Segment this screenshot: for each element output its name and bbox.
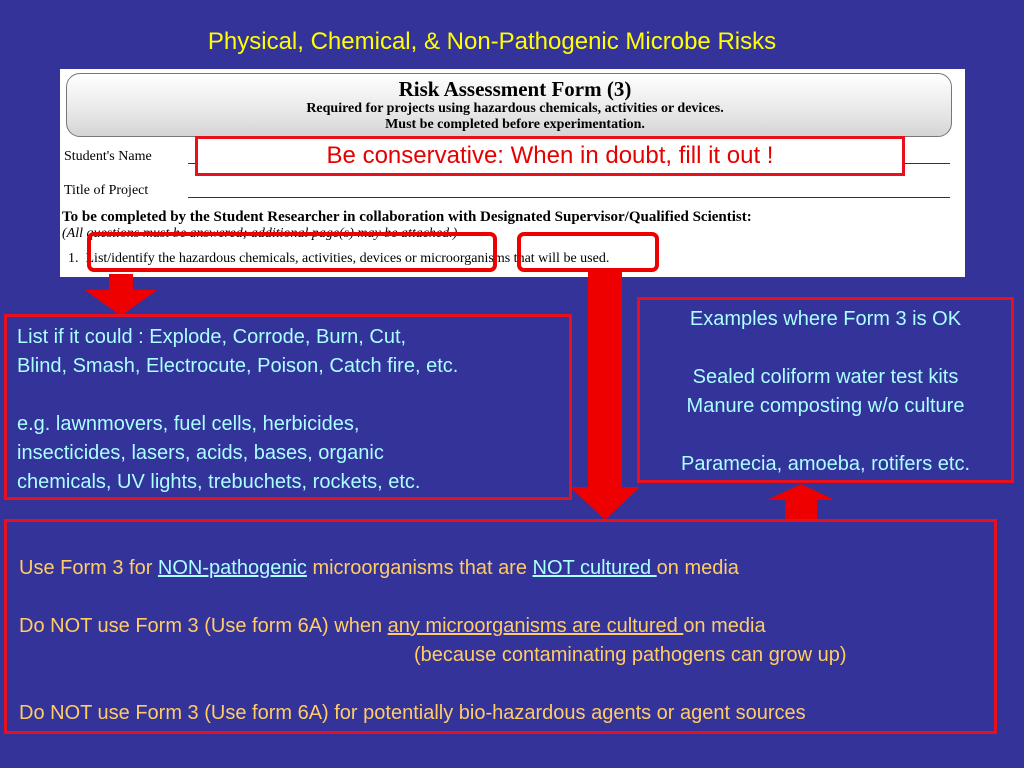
- rule-text: on media: [656, 557, 739, 579]
- form-usage-rules-box: [4, 519, 997, 734]
- hazard-line-5: chemicals, UV lights, trebuchets, rockets, etc.: [17, 471, 421, 493]
- project-title-line: [188, 197, 950, 198]
- rule-text: Do NOT use Form 3 (Use form 6A) when: [19, 615, 388, 637]
- form3-examples-box: [637, 297, 1014, 483]
- rule-text: Use Form 3 for: [19, 557, 158, 579]
- form-instruction: To be completed by the Student Researcher in collaboration with Designated Supervisor/Qualified Scientist:: [62, 209, 752, 225]
- form-item-text: List/identify the hazardous chemicals, activities, devices or microorganisms that will be used.: [85, 251, 610, 266]
- hazard-line-2: Blind, Smash, Electrocute, Poison, Catch fire, etc.: [17, 355, 459, 377]
- student-name-label: Student's Name: [64, 149, 152, 164]
- hazard-line-4: insecticides, lasers, acids, bases, organic: [17, 442, 384, 464]
- hazard-line-1: List if it could : Explode, Corrode, Burn, Cut,: [17, 326, 407, 348]
- down-arrow-center-icon: [570, 272, 640, 520]
- form-subtitle-2: Must be completed before experimentation.: [385, 117, 645, 132]
- examples-heading: Examples where Form 3 is OK: [689, 308, 962, 330]
- project-title-label: Title of Project: [64, 183, 149, 198]
- example-line-3: Paramecia, amoeba, rotifers etc.: [680, 453, 970, 475]
- rule-cultured: [19, 612, 994, 641]
- up-arrow-right-icon: [767, 484, 835, 520]
- rule-emphasis-not-cultured: NOT cultured: [532, 557, 657, 579]
- rule-cultured-reason: (because contaminating pathogens can grow up): [414, 644, 847, 666]
- rule-emphasis-cultured: any microorganisms are cultured: [387, 615, 684, 637]
- down-arrow-left-icon: [85, 274, 157, 316]
- rule-biohazard: Do NOT use Form 3 (Use form 6A) for potentially bio-hazardous agents or agent sources: [19, 702, 806, 724]
- hazard-line-3: e.g. lawnmovers, fuel cells, herbicides,: [17, 413, 360, 435]
- form-item-number: 1.: [68, 251, 79, 266]
- conservative-callout: Be conservative: When in doubt, fill it out !: [195, 136, 905, 176]
- highlight-hazards: [87, 232, 497, 272]
- slide-title: Physical, Chemical, & Non-Pathogenic Microbe Risks: [207, 28, 777, 55]
- form-instruction-2: (All questions must be answered; additional page(s) may be attached.): [62, 226, 458, 241]
- form-header: [66, 73, 952, 137]
- highlight-microorganisms: [517, 232, 659, 272]
- form-subtitle-1: Required for projects using hazardous chemicals, activities or devices.: [306, 101, 724, 116]
- form-title: Risk Assessment Form (3): [398, 77, 632, 101]
- example-line-2: Manure composting w/o culture: [686, 395, 965, 417]
- rule-emphasis-non-pathogenic: NON-pathogenic: [157, 557, 307, 579]
- example-line-1: Sealed coliform water test kits: [692, 366, 959, 388]
- hazard-list-box: [4, 314, 572, 500]
- rule-use-form3: [19, 554, 994, 583]
- rule-text: microorganisms that are: [306, 557, 533, 579]
- rule-text: on media: [683, 615, 766, 637]
